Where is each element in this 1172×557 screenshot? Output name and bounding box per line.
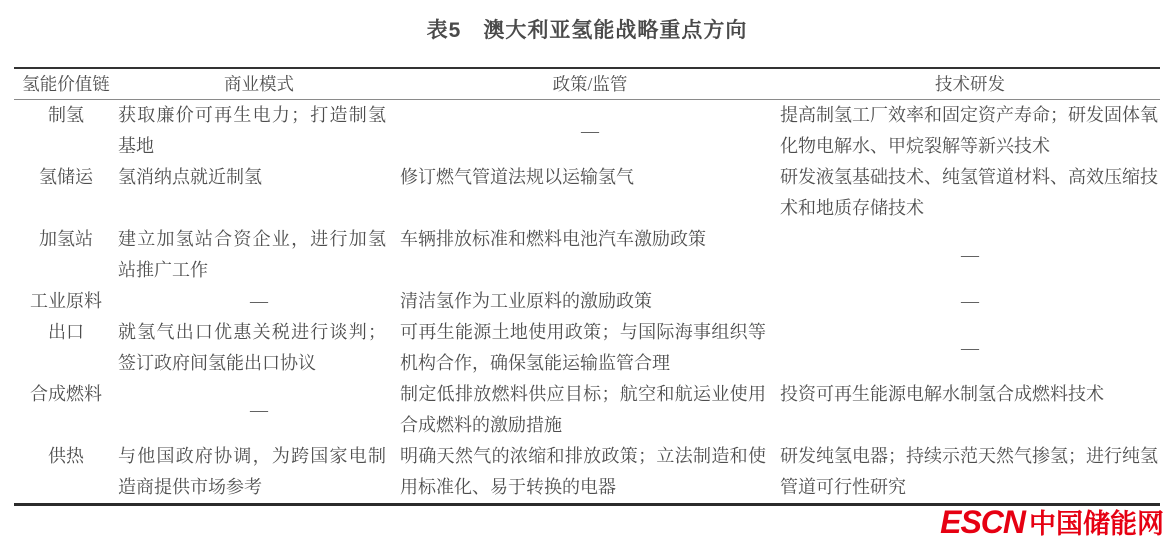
header-policy-regulation: 政策/监管 (400, 68, 780, 100)
table-row (14, 379, 1160, 441)
cell-policy-regulation: 清洁氢作为工业原料的激励政策 (400, 291, 652, 311)
cell-policy-regulation: 修订燃气管道法规以运输氢气 (400, 167, 634, 187)
cell-value-chain: 合成燃料 (30, 384, 102, 404)
table-row (14, 317, 1160, 379)
cell-value-chain: 加氢站 (39, 229, 93, 249)
escn-logo (940, 504, 1164, 547)
table-title: 表5 澳大利亚氢能战略重点方向 (426, 19, 748, 42)
table-row (14, 162, 1160, 224)
cell-policy-regulation: 制定低排放燃料供应目标；航空和航运业使用合成燃料的激励措施 (400, 384, 766, 435)
cell-policy-regulation: 明确天然气的浓缩和排放政策；立法制造和使用标准化、易于转换的电器 (400, 446, 766, 497)
cell-tech-rd: 研发纯氢电器；持续示范天然气掺氢；进行纯氢管道可行性研究 (780, 446, 1158, 497)
cell-business-model: 就氢气出口优惠关税进行谈判；签订政府间氢能出口协议 (118, 322, 386, 373)
table-row (14, 286, 1160, 317)
escn-logo-zh-text: 中国储能网 (1029, 509, 1164, 539)
table-row (14, 224, 1160, 286)
header-tech-rd: 技术研发 (780, 68, 1160, 100)
header-value-chain: 氢能价值链 (14, 68, 118, 100)
table-row (14, 100, 1160, 163)
table-body (14, 100, 1160, 505)
cell-tech-rd: — (961, 291, 979, 311)
cell-value-chain: 制氢 (48, 105, 84, 125)
cell-business-model: 建立加氢站合资企业，进行加氢站推广工作 (118, 229, 386, 280)
strategy-table (14, 67, 1160, 506)
table-row (14, 441, 1160, 505)
cell-business-model: — (250, 399, 268, 420)
header-business-model: 商业模式 (118, 68, 400, 100)
escn-logo-en-text: ESCN (940, 504, 1025, 540)
cell-business-model: 获取廉价可再生电力；打造制氢基地 (118, 105, 386, 156)
cell-business-model: 氢消纳点就近制氢 (118, 167, 262, 187)
cell-policy-regulation: 可再生能源土地使用政策；与国际海事组织等机构合作，确保氢能运输监管合理 (400, 322, 766, 373)
cell-value-chain: 供热 (48, 446, 84, 466)
cell-value-chain: 工业原料 (30, 291, 102, 311)
cell-business-model: 与他国政府协调，为跨国家电制造商提供市场参考 (118, 446, 386, 497)
table-header-row (14, 68, 1160, 100)
cell-tech-rd: 提高制氢工厂效率和固定资产寿命；研发固体氧化物电解水、甲烷裂解等新兴技术 (780, 105, 1158, 156)
cell-value-chain: 氢储运 (39, 167, 93, 187)
cell-tech-rd: — (961, 337, 979, 358)
cell-value-chain: 出口 (48, 322, 84, 342)
cell-policy-regulation: 车辆排放标准和燃料电池汽车激励政策 (400, 229, 706, 249)
cell-tech-rd: 投资可再生能源电解水制氢合成燃料技术 (780, 384, 1104, 404)
cell-tech-rd: 研发液氢基础技术、纯氢管道材料、高效压缩技术和地质存储技术 (780, 167, 1158, 218)
cell-business-model: — (250, 291, 268, 311)
cell-tech-rd: — (961, 244, 979, 265)
cell-policy-regulation: — (581, 120, 599, 141)
